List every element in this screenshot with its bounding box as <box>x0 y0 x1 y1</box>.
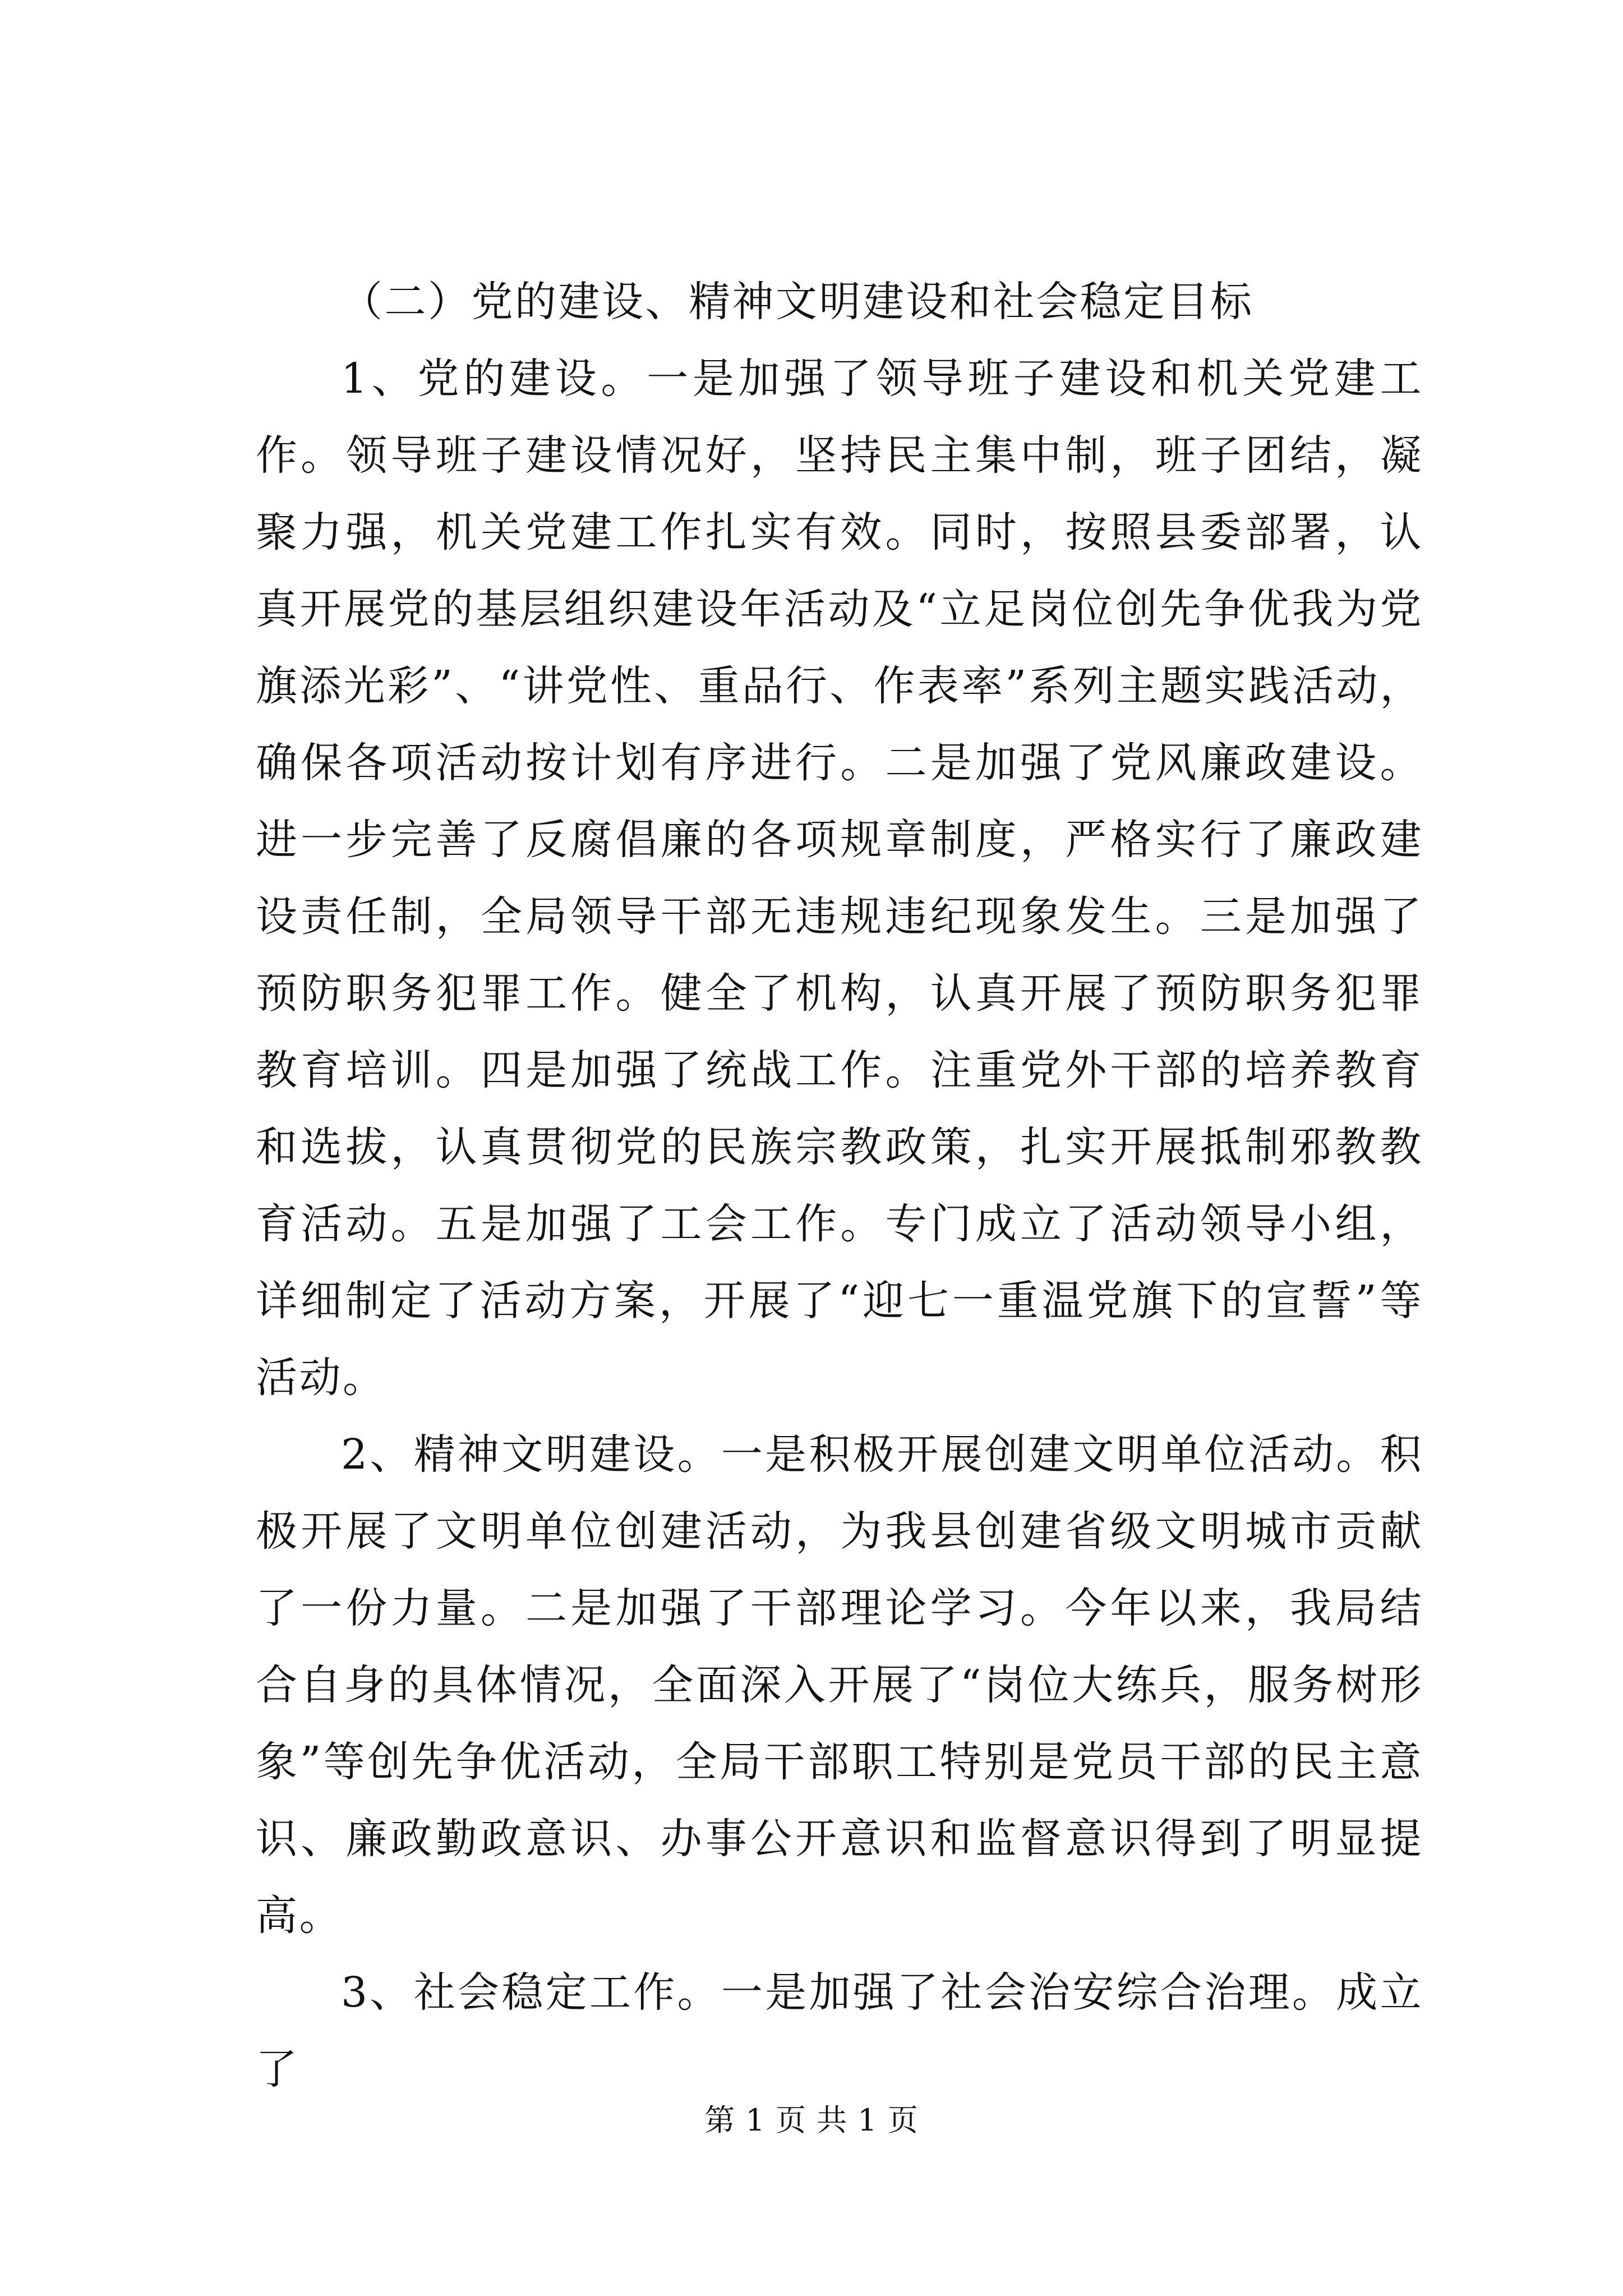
paragraph-spiritual-civilization: 2、精神文明建设。一是积极开展创建文明单位活动。积极开展了文明单位创建活动，为我县创建省级文明城市贡献了一份力量。二是加强了干部理论学习。今年以来，我局结合自身的具体情况，全面深入开展了“岗位大练兵，服务树形象”等创先争优活动，全局干部职工特别是党员干部的民主意识、廉政勤政意识、办事公开意识和监督意识得到了明显提高。 <box>256 1430 1423 1940</box>
page-footer: 第 1 页 共 1 页 <box>704 2102 919 2138</box>
paragraph-social-stability: 3、社会稳定工作。一是加强了社会治安综合治理。成立了 <box>256 1968 1423 2093</box>
section-heading: （二）党的建设、精神文明建设和社会稳定目标 <box>341 278 1254 326</box>
document-body <box>256 264 1423 2108</box>
paragraph-party-building: 1、党的建设。一是加强了领导班子建设和机关党建工作。领导班子建设情况好，坚持民主集中制，班子团结，凝聚力强，机关党建工作扎实有效。同时，按照县委部署，认真开展党的基层组织建设年活动及“立足岗位创先争优我为党旗添光彩”、“讲党性、重品行、作表率”系列主题实践活动，确保各项活动按计划有序进行。二是加强了党风廉政建设。进一步完善了反腐倡廉的各项规章制度，严格实行了廉政建设责任制，全局领导干部无违规违纪现象发生。三是加强了预防职务犯罪工作。健全了机构，认真开展了预防职务犯罪教育培训。四是加强了统战工作。注重党外干部的培养教育和选拔，认真贯彻党的民族宗教政策，扎实开展抵制邪教教育活动。五是加强了工会工作。专门成立了活动领导小组，详细制定了活动方案，开展了“迎七一重温党旗下的宣誓”等活动。 <box>256 355 1423 1402</box>
